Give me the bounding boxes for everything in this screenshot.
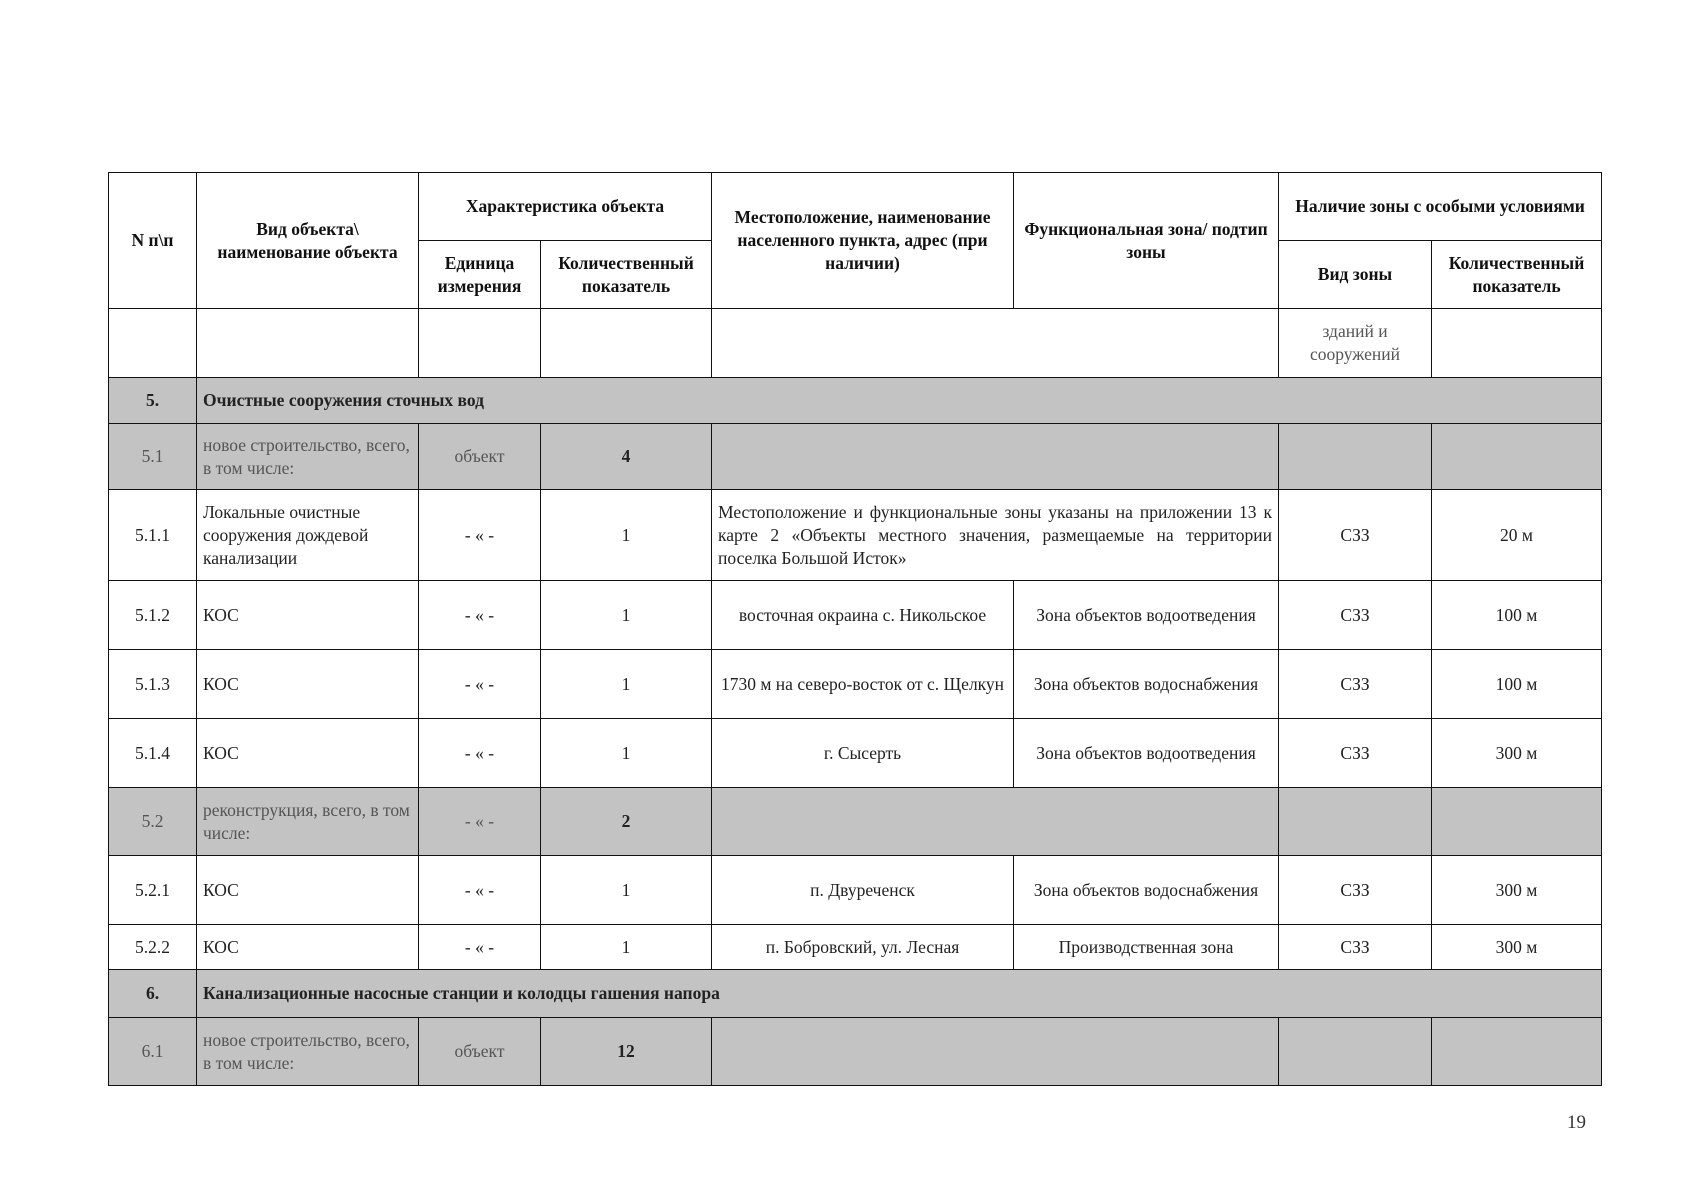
cell-quantity: 1 (541, 719, 712, 788)
section-num: 6. (109, 970, 197, 1018)
cell-name: реконструкция, всего, в том числе: (197, 788, 419, 856)
cell-quantity: 1 (541, 925, 712, 970)
section-row (109, 378, 1602, 424)
table-row (109, 490, 1602, 581)
cell-functional-zone: Производственная зона (1014, 925, 1279, 970)
cell-num: 5.1.3 (109, 650, 197, 719)
cell-unit: объект (419, 424, 541, 490)
subsection-row (109, 1018, 1602, 1086)
cell-unit: - « - (419, 925, 541, 970)
header-object-type: Вид объекта\ наименование объекта (197, 173, 419, 309)
cell-name: новое строительство, всего, в том числе: (197, 424, 419, 490)
cell-zone-type: СЗЗ (1279, 719, 1432, 788)
header-special-zone: Наличие зоны с особыми условиями (1279, 173, 1602, 241)
cell-num: 5.1.4 (109, 719, 197, 788)
cell-zone-type: СЗЗ (1279, 581, 1432, 650)
cell-unit: - « - (419, 581, 541, 650)
cell-location: 1730 м на северо-восток от с. Щелкун (712, 650, 1014, 719)
header-functional-zone: Функциональная зона/ подтип зоны (1014, 173, 1279, 309)
cell-location: Местоположение и функциональные зоны указаны на приложении 13 к карте 2 «Объекты местного значения, размещаемые на территории поселка Большой Исток» (712, 490, 1279, 581)
cell-zone-quantity: 20 м (1432, 490, 1602, 581)
table-row (109, 925, 1602, 970)
cell-name: КОС (197, 581, 419, 650)
section-num: 5. (109, 378, 197, 424)
cell-zone-type: зданий и сооружений (1279, 309, 1432, 378)
section-row (109, 970, 1602, 1018)
cell-zone-type: СЗЗ (1279, 490, 1432, 581)
header-location: Местоположение, наименование населенного пункта, адрес (при наличии) (712, 173, 1014, 309)
cell-zone-type: СЗЗ (1279, 925, 1432, 970)
cell-num: 5.2.2 (109, 925, 197, 970)
cell-num: 5.1 (109, 424, 197, 490)
cell-zone-quantity: 300 м (1432, 925, 1602, 970)
cell-functional-zone: Зона объектов водоснабжения (1014, 650, 1279, 719)
cell-quantity: 1 (541, 581, 712, 650)
table-row (109, 581, 1602, 650)
cell-quantity: 12 (541, 1018, 712, 1086)
cell-unit: - « - (419, 788, 541, 856)
objects-table (108, 172, 1602, 1086)
cell-zone-quantity: 100 м (1432, 581, 1602, 650)
cell-name: КОС (197, 856, 419, 925)
cell-unit: - « - (419, 719, 541, 788)
cell-functional-zone: Зона объектов водоотведения (1014, 581, 1279, 650)
cell-unit: - « - (419, 856, 541, 925)
cell-location: п. Двуреченск (712, 856, 1014, 925)
cell-zone-type: СЗЗ (1279, 650, 1432, 719)
cell-quantity: 1 (541, 856, 712, 925)
cell-unit: объект (419, 1018, 541, 1086)
subsection-row (109, 788, 1602, 856)
page-number: 19 (1567, 1112, 1586, 1133)
header-quantity: Количественный показатель (541, 241, 712, 309)
cell-quantity: 2 (541, 788, 712, 856)
header-zone-type: Вид зоны (1279, 241, 1432, 309)
cell-quantity: 1 (541, 650, 712, 719)
cell-name: Локальные очистные сооружения дождевой канализации (197, 490, 419, 581)
cell-unit: - « - (419, 490, 541, 581)
cell-location: восточная окраина с. Никольское (712, 581, 1014, 650)
cell-name: КОС (197, 650, 419, 719)
header-unit: Единица измерения (419, 241, 541, 309)
cell-num: 5.1.2 (109, 581, 197, 650)
subsection-row (109, 424, 1602, 490)
header-num: N п\п (109, 173, 197, 309)
cell-zone-quantity: 300 м (1432, 856, 1602, 925)
cell-num: 5.1.1 (109, 490, 197, 581)
cell-num: 6.1 (109, 1018, 197, 1086)
cell-location: г. Сысерть (712, 719, 1014, 788)
section-title: Очистные сооружения сточных вод (197, 378, 1602, 424)
header-characteristic: Характеристика объекта (419, 173, 712, 241)
cell-name: КОС (197, 925, 419, 970)
cell-num: 5.2.1 (109, 856, 197, 925)
table-row (109, 309, 1602, 378)
cell-zone-type: СЗЗ (1279, 856, 1432, 925)
cell-functional-zone: Зона объектов водоснабжения (1014, 856, 1279, 925)
cell-zone-quantity: 100 м (1432, 650, 1602, 719)
cell-location: п. Бобровский, ул. Лесная (712, 925, 1014, 970)
cell-name: новое строительство, всего, в том числе: (197, 1018, 419, 1086)
table-row (109, 650, 1602, 719)
header-zone-quantity: Количественный показатель (1432, 241, 1602, 309)
section-title: Канализационные насосные станции и колодцы гашения напора (197, 970, 1602, 1018)
cell-functional-zone: Зона объектов водоотведения (1014, 719, 1279, 788)
cell-unit: - « - (419, 650, 541, 719)
cell-name: КОС (197, 719, 419, 788)
cell-num: 5.2 (109, 788, 197, 856)
cell-quantity: 1 (541, 490, 712, 581)
table-row (109, 719, 1602, 788)
cell-zone-quantity: 300 м (1432, 719, 1602, 788)
cell-quantity: 4 (541, 424, 712, 490)
table-row (109, 856, 1602, 925)
